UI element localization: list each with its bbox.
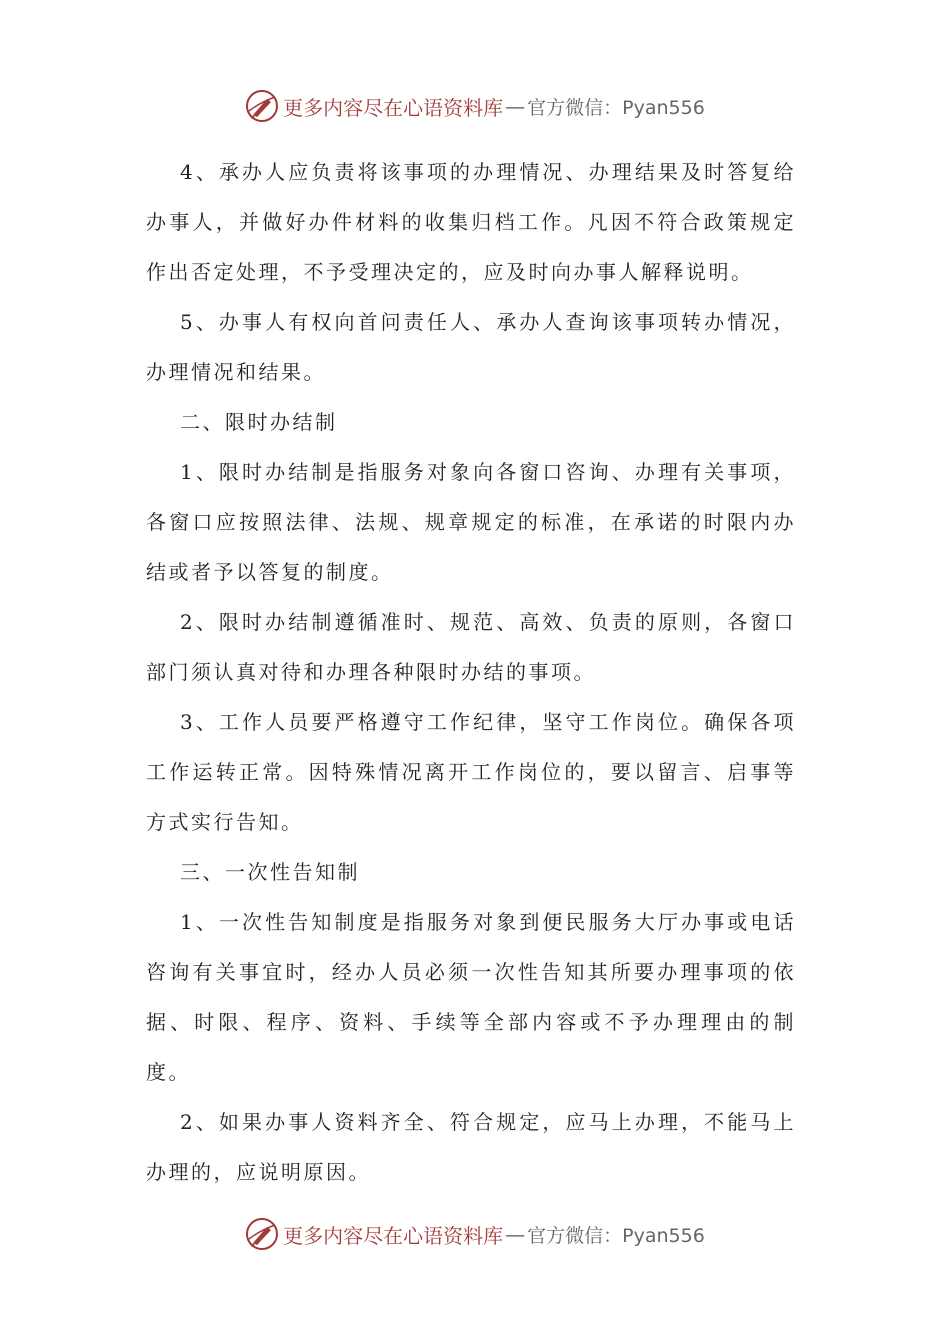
paragraph: 5、办事人有权向首问责任人、承办人查询该事项转办情况，办理情况和结果。 [146, 310, 796, 384]
banner-contact: 官方微信：Pyan556 [527, 1224, 705, 1247]
banner-separator: — [505, 94, 526, 118]
banner-contact: 官方微信：Pyan556 [527, 96, 705, 119]
paragraph: 2、如果办事人资料齐全、符合规定，应马上办理，不能马上办理的，应说明原因。 [146, 1110, 796, 1184]
pen-logo-icon [245, 89, 279, 123]
section-heading: 二、限时办结制 [180, 410, 338, 434]
document-body [146, 147, 796, 1197]
section-heading: 三、一次性告知制 [180, 860, 360, 884]
paragraph: 3、工作人员要严格遵守工作纪律，坚守工作岗位。确保各项工作运转正常。因特殊情况离开工作岗位的，要以留言、启事等方式实行告知。 [146, 710, 796, 834]
paragraph: 1、一次性告知制度是指服务对象到便民服务大厅办事或电话咨询有关事宜时，经办人员必须一次性告知其所要办理事项的依据、时限、程序、资料、手续等全部内容或不予办理理由的制度。 [146, 910, 796, 1084]
banner-brand: 更多内容尽在心语资料库 [283, 95, 504, 120]
paragraph: 2、限时办结制遵循准时、规范、高效、负责的原则，各窗口部门须认真对待和办理各种限时办结的事项。 [146, 610, 796, 684]
banner-brand: 更多内容尽在心语资料库 [283, 1223, 504, 1248]
paragraph: 1、限时办结制是指服务对象向各窗口咨询、办理有关事项，各窗口应按照法律、法规、规章规定的标准，在承诺的时限内办结或者予以答复的制度。 [146, 460, 796, 584]
footer-banner [0, 1212, 950, 1256]
paragraph: 4、承办人应负责将该事项的办理情况、办理结果及时答复给办事人，并做好办件材料的收集归档工作。凡因不符合政策规定作出否定处理，不予受理决定的，应及时向办事人解释说明。 [146, 160, 796, 284]
header-banner [0, 84, 950, 128]
pen-logo-icon [245, 1217, 279, 1251]
banner-separator: — [505, 1222, 526, 1246]
